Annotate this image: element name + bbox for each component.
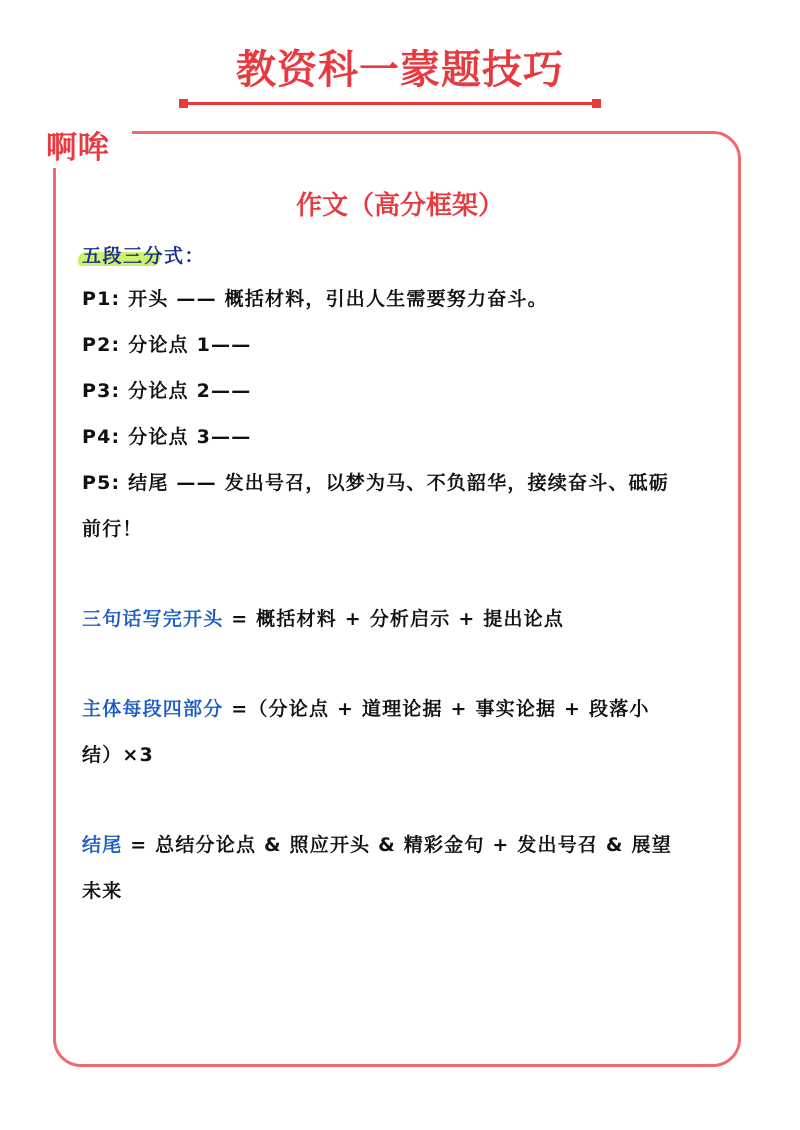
subheading: 五段三分式： [82, 245, 206, 267]
paragraph-label: P2: [82, 334, 121, 356]
paragraph-row [82, 460, 722, 552]
formula-text-continued: 结）×3 [82, 744, 154, 766]
paragraph-text: 分论点 3—— [120, 426, 252, 448]
paragraph-row [82, 276, 722, 322]
paragraph-row [82, 322, 722, 368]
formula-key: 主体每段四部分 [82, 698, 224, 720]
underline-left-dot [179, 99, 188, 108]
formula-key: 结尾 [82, 834, 123, 856]
formula-ending [82, 822, 722, 914]
paragraph-row [82, 414, 722, 460]
paragraph-label: P4: [82, 426, 121, 448]
paragraph-label: P1: [82, 288, 121, 310]
paragraph-text: 分论点 2—— [120, 380, 252, 402]
formula-text: =（分论点 + 道理论据 + 事实论据 + 段落小 [223, 698, 650, 720]
title-underline [183, 102, 597, 105]
page-title: 教资科一蒙题技巧 [236, 47, 564, 93]
formula-text-continued: 未来 [82, 880, 123, 902]
paragraph-text-continued: 前行！ [82, 518, 143, 540]
paragraph-label: P5: [82, 472, 121, 494]
paragraph-row [82, 368, 722, 414]
formula-body [82, 686, 722, 778]
section-title: 作文（高分框架） [295, 191, 504, 221]
formula-opening [82, 596, 722, 642]
author-tag: 啊哞 [46, 130, 110, 166]
paragraph-text: 结尾 —— 发出号召，以梦为马、不负韶华，接续奋斗、砥砺 [120, 472, 669, 494]
formula-text: = 总结分论点 & 照应开头 & 精彩金句 + 发出号召 & 展望 [122, 834, 672, 856]
underline-right-dot [592, 99, 601, 108]
formula-key: 三句话写完开头 [82, 608, 224, 630]
formula-text: = 概括材料 + 分析启示 + 提出论点 [223, 608, 565, 630]
subheading-row [82, 236, 722, 276]
paragraph-label: P3: [82, 380, 121, 402]
content-body [82, 236, 722, 914]
paragraph-text: 开头 —— 概括材料，引出人生需要努力奋斗。 [120, 288, 548, 310]
paragraph-text: 分论点 1—— [120, 334, 252, 356]
